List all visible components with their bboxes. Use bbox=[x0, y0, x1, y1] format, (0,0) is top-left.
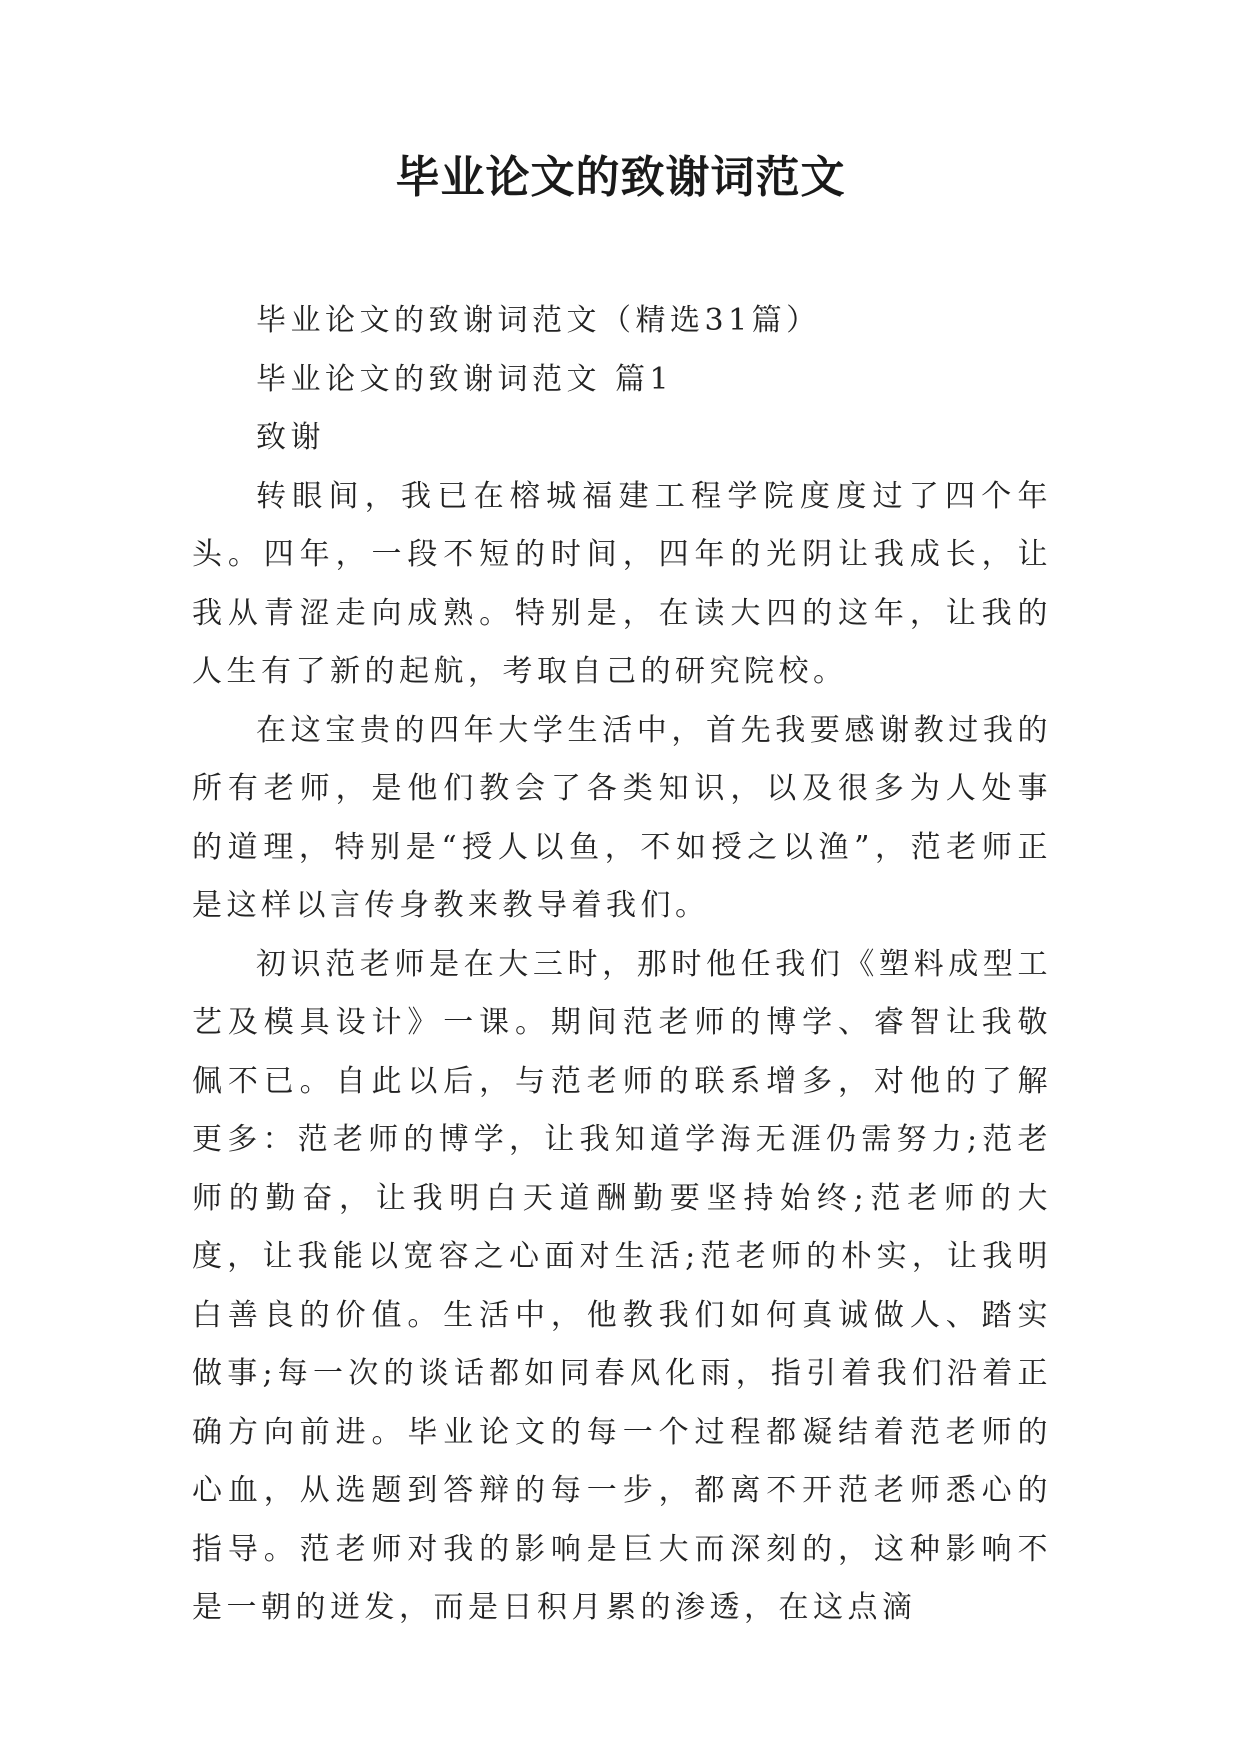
body-paragraph: 转眼间，我已在榕城福建工程学院度度过了四个年头。四年，一段不短的时间，四年的光阴让我成长，让我从青涩走向成熟。特别是，在读大四的这年，让我的人生有了新的起航，考取自己的研究院校。 bbox=[192, 478, 1052, 689]
document-subtitle: 毕业论文的致谢词范文（精选31篇） bbox=[256, 303, 821, 338]
thanks-label: 致谢 bbox=[256, 420, 325, 455]
document-body bbox=[192, 292, 1052, 1638]
body-paragraph: 初识范老师是在大三时，那时他任我们《塑料成型工艺及模具设计》一课。期间范老师的博学、睿智让我敬佩不已。自此以后，与范老师的联系增多，对他的了解更多：范老师的博学，让我知道学海无涯仍需努力;范老师的勤奋，让我明白天道酬勤要坚持始终;范老师的大度，让我能以宽容之心面对生活;范老师的朴实，让我明白善良的价值。生活中，他教我们如何真诚做人、踏实做事;每一次的谈话都如同春风化雨，指引着我们沿着正确方向前进。毕业论文的每一个过程都凝结着范老师的心血，从选题到答辩的每一步，都离不开范老师悉心的指导。范老师对我的影响是巨大而深刻的，这种影响不是一朝的迸发，而是日积月累的渗透，在这点滴 bbox=[192, 946, 1052, 1625]
body-paragraph: 在这宝贵的四年大学生活中，首先我要感谢教过我的所有老师，是他们教会了各类知识，以及很多为人处事的道理，特别是“授人以鱼，不如授之以渔”，范老师正是这样以言传身教来教导着我们。 bbox=[192, 712, 1052, 923]
document-title: 毕业论文的致谢词范文 bbox=[395, 152, 846, 203]
section-heading: 毕业论文的致谢词范文 篇1 bbox=[256, 361, 674, 397]
